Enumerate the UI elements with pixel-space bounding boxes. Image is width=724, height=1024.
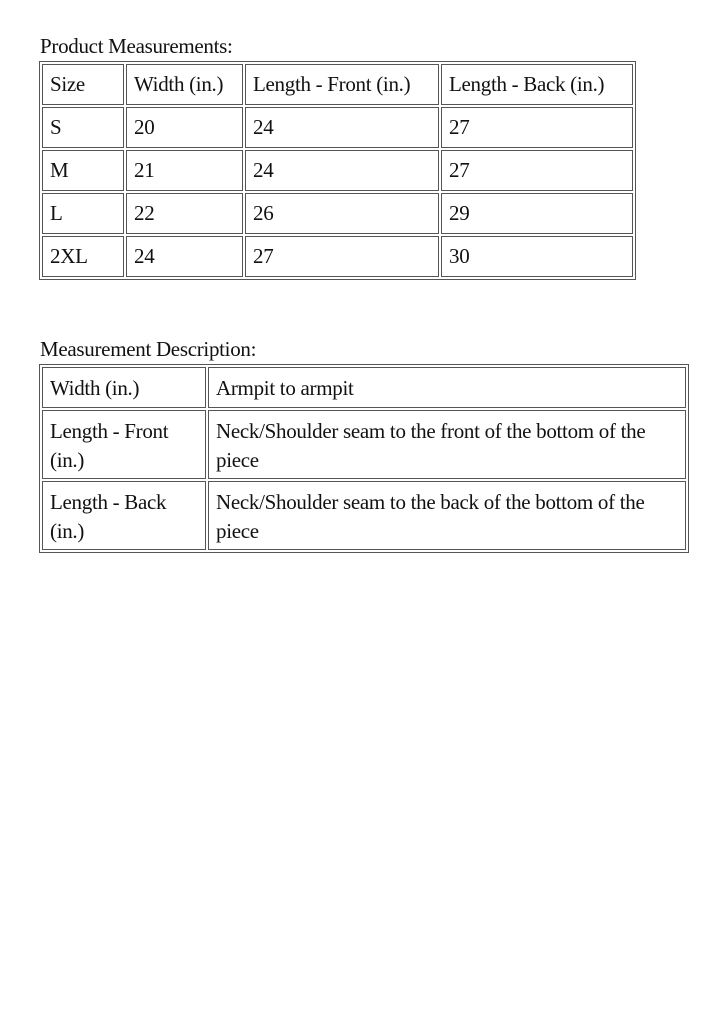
- measurement-description-caption: Measurement Description:: [40, 337, 257, 361]
- header-cell: Length - Front (in.): [245, 64, 439, 105]
- length-front-cell: 26: [245, 193, 439, 234]
- measurement-name-cell: Width (in.): [42, 367, 206, 408]
- size-cell: L: [42, 193, 124, 234]
- measurement-name-cell: Length - Front (in.): [42, 410, 206, 479]
- measurement-description-cell: Neck/Shoulder seam to the front of the bottom of the piece: [208, 410, 686, 479]
- product-measurements-table: [39, 61, 636, 280]
- width-cell: 21: [126, 150, 243, 191]
- length-front-cell: 27: [245, 236, 439, 277]
- measurement-description-cell: Armpit to armpit: [208, 367, 686, 408]
- table-row: [42, 410, 686, 479]
- header-cell: Size: [42, 64, 124, 105]
- table-row: [42, 107, 633, 148]
- length-front-cell: 24: [245, 107, 439, 148]
- length-back-cell: 27: [441, 150, 633, 191]
- size-cell: S: [42, 107, 124, 148]
- length-front-cell: 24: [245, 150, 439, 191]
- table-header-row: [42, 64, 633, 105]
- table-row: [42, 481, 686, 550]
- table-row: [42, 236, 633, 277]
- measurement-description-cell: Neck/Shoulder seam to the back of the bottom of the piece: [208, 481, 686, 550]
- table-row: [42, 150, 633, 191]
- header-cell: Width (in.): [126, 64, 243, 105]
- length-back-cell: 30: [441, 236, 633, 277]
- measurement-description-table: [39, 364, 689, 553]
- width-cell: 20: [126, 107, 243, 148]
- product-measurements-caption: Product Measurements:: [40, 34, 233, 58]
- width-cell: 22: [126, 193, 243, 234]
- size-cell: 2XL: [42, 236, 124, 277]
- header-cell: Length - Back (in.): [441, 64, 633, 105]
- measurement-name-cell: Length - Back (in.): [42, 481, 206, 550]
- table-row: [42, 367, 686, 408]
- table-row: [42, 193, 633, 234]
- size-cell: M: [42, 150, 124, 191]
- length-back-cell: 29: [441, 193, 633, 234]
- length-back-cell: 27: [441, 107, 633, 148]
- width-cell: 24: [126, 236, 243, 277]
